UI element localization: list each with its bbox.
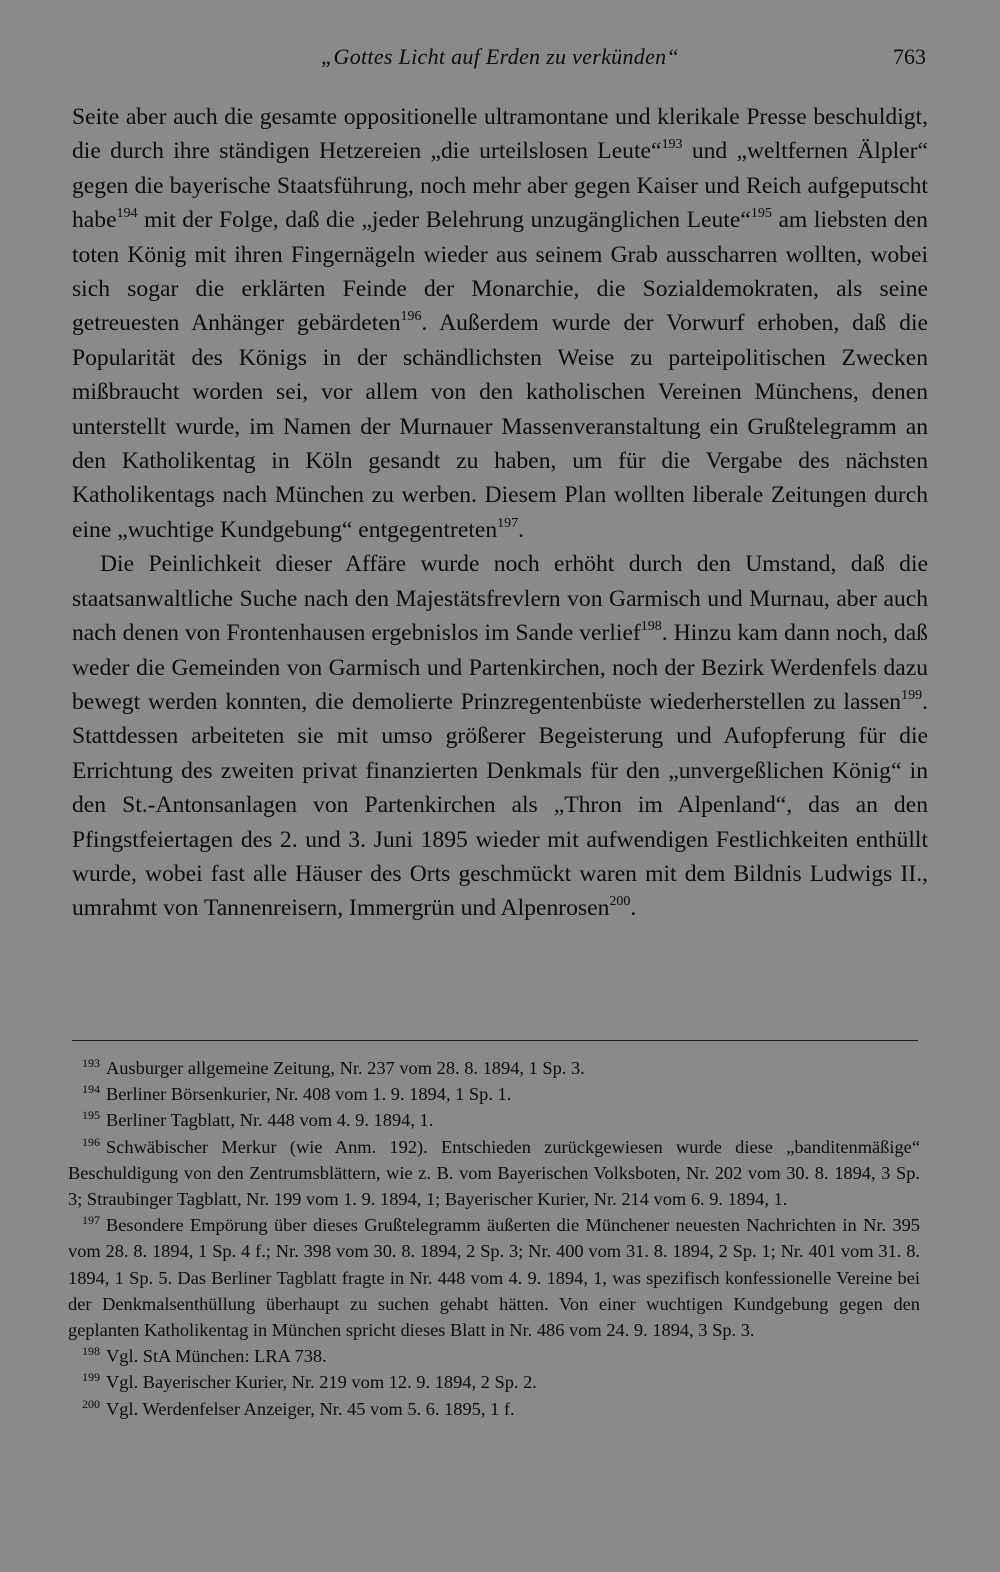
main-text — [72, 100, 928, 926]
footnote — [68, 1134, 920, 1213]
footnote-reference: 194 — [116, 206, 138, 222]
footnote-text: Berliner Tagblatt, Nr. 448 vom 4. 9. 1894, 1. — [106, 1110, 434, 1131]
footnote-number: 195 — [82, 1108, 100, 1123]
paragraph-text: . Hinzu kam dann noch, daß weder die Gemeinden von Garmisch und Partenkirchen, noch der Bezirk Werdenfels dazu bewegt werden konnten, die demolierte Prinzregentenbüste wiederherstellen zu lassen — [72, 620, 928, 715]
footnote — [68, 1107, 920, 1133]
body-paragraph — [72, 547, 928, 925]
footnote-reference: 199 — [901, 687, 923, 703]
footnote-number: 193 — [82, 1056, 100, 1070]
footnote — [68, 1212, 920, 1343]
footnote-number: 199 — [82, 1370, 100, 1385]
running-head-title: „Gottes Licht auf Erden zu verkünden“ — [321, 44, 679, 69]
running-head — [70, 44, 930, 76]
paragraph-text: mit der Folge, daß die „jeder Belehrung unzugänglichen Leute“ — [137, 207, 751, 234]
footnote — [68, 1081, 920, 1107]
footnote-reference: 197 — [497, 515, 519, 531]
paragraph-text: und „weltfernen Älpler“ gegen die bayerische Staatsführung, noch mehr aber gegen Kaiser und Reich aufgeputscht habe — [72, 138, 928, 234]
footnote-number: 198 — [82, 1344, 100, 1359]
footnote-reference: 196 — [400, 309, 422, 325]
footnotes — [68, 1055, 920, 1422]
paragraph-text: . Außerdem wurde der Vorwurf erhoben, daß die Popularität des Königs in der schändlichsten Weise zu parteipolitischen Zwecken mißbraucht worden sei, vor allem von den katholischen Vereinen Münchens, denen unterstellt wurde, im Namen der Murnauer Massenveranstaltung ein Grußtelegramm an den Katholikentag in Köln gesandt zu haben, um für die Vergabe des nächsten Katholikentags nach München zu werben. Diesem Plan wollten liberale Zeitungen durch eine „wuchtige Kundgebung“ entgegentreten — [72, 310, 929, 543]
footnote-text: Vgl. Bayerischer Kurier, Nr. 219 vom 12. 9. 1894, 2 Sp. 2. — [106, 1372, 537, 1393]
footnote-reference: 195 — [750, 206, 772, 222]
footnote-reference: 198 — [640, 619, 662, 635]
footnote-text: Vgl. Werdenfelser Anzeiger, Nr. 45 vom 5. 6. 1895, 1 f. — [106, 1398, 515, 1419]
paragraph-text: Die Peinlichkeit dieser Affäre wurde noch erhöht durch den Umstand, daß die staatsanwaltliche Suche nach den Majestätsfrevlern von Garmisch und Murnau, aber auch nach denen von Frontenhausen ergebnislos im Sande verlief — [72, 551, 928, 647]
footnote — [68, 1396, 920, 1422]
footnote-reference: 193 — [661, 137, 683, 153]
footnote-reference: 200 — [609, 894, 631, 910]
page-number: 763 — [893, 44, 926, 69]
paragraph-text: . — [630, 895, 637, 922]
footnote-text: Besondere Empörung über dieses Grußtelegramm äußerten die Münchener neuesten Nachrichten in Nr. 395 vom 28. 8. 1894, 1 Sp. 4 f.; Nr. 398 vom 30. 8. 1894, 2 Sp. 3; Nr. 400 vom 31. 8. 1894, 2 Sp. 1; Nr. 401 vom 31. 8. 1894, 1 Sp. 5. Das Berliner Tagblatt fragte in Nr. 448 vom 4. 9. 1894, 1, was spezifisch konfessionelle Vereine bei der Denkmalsenthüllung überhaupt zu suchen gehabt hätten. Von einer wuchtigen Kundgebung gegen den geplanten Katholikentag in München spricht dieses Blatt in Nr. 486 vom 24. 9. 1894, 3 Sp. 3. — [68, 1215, 920, 1341]
footnote — [68, 1343, 920, 1369]
footnote-text: Vgl. StA München: LRA 738. — [106, 1346, 327, 1367]
paragraph-text: . — [518, 516, 525, 543]
footnote-number: 200 — [82, 1396, 100, 1411]
footnote-separator — [72, 1040, 918, 1041]
footnote-number: 194 — [82, 1082, 100, 1097]
paragraph-text: am liebsten den toten König mit ihren Fingernägeln wieder aus seinem Grab ausscharren wollten, wobei sich sogar die erklärten Feinde der Monarchie, die Sozialdemokraten, als seine getreuesten Anhänger gebärdeten — [72, 207, 928, 337]
footnote — [68, 1055, 920, 1081]
footnote-number: 197 — [82, 1213, 100, 1228]
paragraph-text: Seite aber auch die gesamte oppositionelle ultramontane und klerikale Presse beschuldigt, die durch ihre ständigen Hetzereien „die urteilslosen Leute“ — [72, 104, 928, 165]
footnote-number: 196 — [82, 1134, 100, 1149]
footnote-text: Berliner Börsenkurier, Nr. 408 vom 1. 9. 1894, 1 Sp. 1. — [106, 1084, 512, 1105]
footnote-text: Schwäbischer Merkur (wie Anm. 192). Entschieden zurückgewiesen wurde diese „banditenmäßige“ Beschuldigung von den Zentrumsblättern, wie z. B. vom Bayerischen Volksboten, Nr. 202 vom 30. 8. 1894, 3 Sp. 3; Straubinger Tagblatt, Nr. 199 vom 1. 9. 1894, 1; Bayerischer Kurier, Nr. 214 vom 6. 9. 1894, 1. — [68, 1136, 920, 1210]
body-paragraph — [72, 100, 928, 547]
footnote — [68, 1369, 920, 1395]
footnote-text: Ausburger allgemeine Zeitung, Nr. 237 vom 28. 8. 1894, 1 Sp. 3. — [106, 1058, 585, 1078]
paragraph-text: . Stattdessen arbeiteten sie mit umso größerer Begeisterung und Aufopferung für die Errichtung des zweiten privat finanzierten Denkmals für den „unvergeßlichen König“ in den St.-Antonsanlagen von Partenkirchen als „Thron im Alpenland“, das an den Pfingstfeiertagen des 2. und 3. Juni 1895 wieder mit aufwendigen Festlichkeiten enthüllt wurde, wobei fast alle Häuser des Orts geschmückt waren mit dem Bildnis Ludwigs II., umrahmt von Tannenreisern, Immergrün und Alpenrosen — [72, 688, 928, 922]
